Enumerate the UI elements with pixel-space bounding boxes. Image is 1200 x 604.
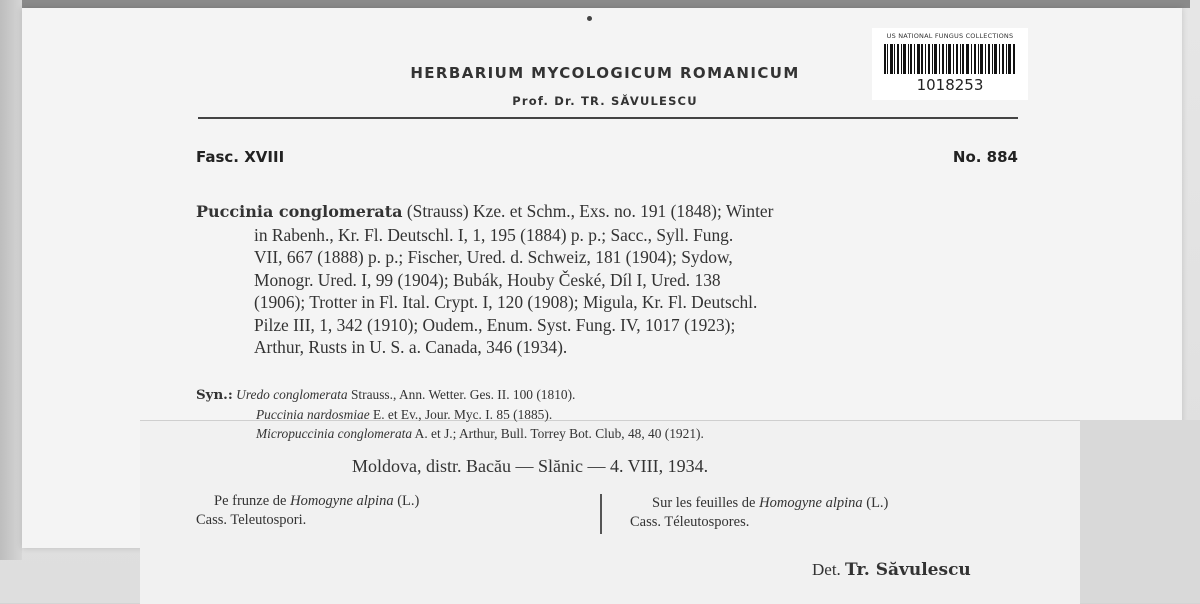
barcode-number: 1018253 [916,76,984,94]
right-panel [1080,420,1200,603]
citation-line-5: (1906); Trotter in Fl. Ital. Crypt. I, 120 (1908); Migula, Kr. Fl. Deutschl. [254,292,758,312]
synonym-name: Micropuccinia conglomerata [256,426,413,441]
synonyms-block [196,385,1026,443]
citation-line-2: in Rabenh., Kr. Fl. Deutschl. I, 1, 195 (1884) p. p.; Sacc., Syll. Fung. [254,224,734,245]
synonym-row [196,405,1026,424]
synonym-row [196,385,1026,405]
citation-line-6: Pilze III, 1, 342 (1910); Oudem., Enum. Syst. Fung. IV, 1017 (1923); [254,314,736,335]
host-line [196,492,586,511]
determiner-prefix: Det. [812,560,841,579]
citation-line-3: VII, 667 (1888) p. p.; Fischer, Ured. d. Schweiz, 181 (1904); Sydow, [254,247,733,267]
host-line-2: Cass. Teleutospori. [196,512,307,528]
herbarium-title: HERBARIUM MYCOLOGICUM ROMANICUM [410,64,800,82]
host-name: Homogyne alpina [290,493,394,509]
left-edge [0,0,22,560]
barcode-icon [884,44,1016,74]
top-edge [20,0,1190,8]
collection-locality: Moldova, distr. Bacău — Slănic — 4. VIII, 1934. [352,456,709,476]
host-author: (L.) [393,493,420,509]
ink-dot [587,16,592,21]
synonym-name: Uredo conglomerata [236,387,348,402]
host-prefix: Sur les feuilles de [652,495,760,511]
herbarium-subtitle: Prof. Dr. TR. SĂVULESCU [512,94,698,108]
host-author: (L.) [862,495,889,511]
barcode-label [872,28,1028,100]
host-romanian [196,492,586,530]
host-name: Homogyne alpina [759,495,863,511]
citation-line-1 [196,200,1018,224]
host-divider [600,494,602,534]
synonym-ref: Strauss., Ann. Wetter. Ges. II. 100 (1810). [347,387,576,402]
synonym-name: Puccinia nardosmiae [256,407,370,422]
synonym-ref: A. et J.; Arthur, Bull. Torrey Bot. Club, 48, 40 (1921). [412,426,704,441]
species-name: Puccinia conglomerata [196,202,403,221]
host-french [630,494,1030,532]
determiner-name: Tr. Săvulescu [845,560,971,580]
determiner [812,560,971,580]
header-rule [198,117,1018,119]
citation-text: (Strauss) Kze. et Schm., Exs. no. 191 (1848); Winter [402,201,774,221]
host-line [630,494,1030,513]
specimen-number: No. 884 [952,148,1018,166]
synonym-ref: E. et Ev., Jour. Myc. I. 85 (1885). [369,407,553,422]
fascicle-label: Fasc. XVIII [196,148,285,166]
citation-line-7: Arthur, Rusts in U. S. a. Canada, 346 (1934). [254,337,568,357]
synonyms-label: Syn.: [196,387,233,403]
barcode-org-text: US NATIONAL FUNGUS COLLECTIONS [886,32,1014,40]
species-citation [196,200,1018,359]
host-line-2: Cass. Téleutospores. [630,514,750,530]
host-prefix: Pe frunze de [214,493,291,509]
synonym-row [196,424,1026,443]
citation-line-4: Monogr. Ured. I, 99 (1904); Bubák, Houby České, Díl I, Ured. 138 [254,269,721,290]
